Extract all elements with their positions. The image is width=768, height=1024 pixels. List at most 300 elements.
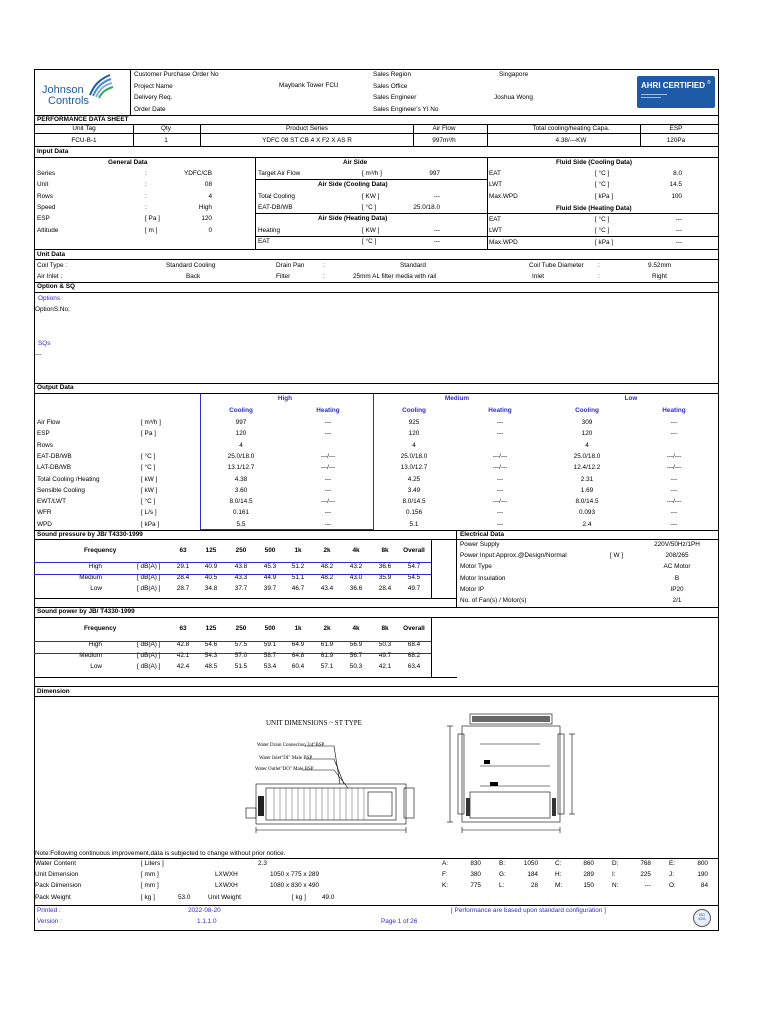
header-right-label: Sales Engineer	[373, 94, 417, 101]
blue-rule	[34, 562, 431, 563]
sound_power-cell: 42.8	[176, 641, 190, 648]
dim-unit: [ Liters ]	[141, 860, 164, 867]
sound_power-cell: 51.5	[234, 663, 248, 671]
sound_pressure-row-unit: [ dB(A) ]	[137, 563, 161, 570]
perf-value-cell: YDFC 08 ST CB 4 X F2 X AS R	[262, 137, 352, 144]
output-cell: 25.0/18.0	[573, 452, 601, 460]
fluid-heat-title: Fluid Side (Heating Data)	[556, 205, 632, 212]
air-inlet-value: Back	[186, 273, 201, 280]
sound_pressure-row-unit: [ dB(A) ]	[137, 585, 161, 593]
rule	[34, 383, 719, 384]
sound_pressure-row-label: Medium	[79, 574, 102, 582]
iso-seal	[693, 909, 711, 927]
sound_pressure-cell: 43.4	[320, 585, 334, 593]
general-label: Speed	[37, 203, 56, 211]
sqs-label: SQs	[38, 340, 51, 347]
output-cell: 5.1	[409, 520, 419, 528]
unit-plan-drawing	[244, 700, 444, 840]
dim-letter: L:	[499, 882, 505, 890]
rule	[255, 213, 487, 214]
rule	[431, 540, 432, 598]
air-unit: [ KW ]	[362, 226, 380, 234]
rule	[34, 696, 719, 697]
rule	[34, 292, 719, 293]
sound_pressure-cell: 43.8	[234, 563, 248, 570]
dim-letter-value: 84	[700, 882, 708, 890]
output-cell: 12.4/12.2	[573, 464, 601, 472]
sound_power-row-label: Medium	[79, 652, 102, 660]
dim-letter-value: 775	[470, 882, 481, 890]
rule	[34, 115, 719, 116]
blue-rule	[34, 653, 431, 654]
fluid-value: ---	[675, 216, 682, 223]
electrical-value: IP20	[670, 585, 684, 593]
perf-value-cell: 4.38/---KW	[555, 137, 587, 144]
rule	[34, 282, 719, 283]
output-cell: 5.5	[236, 520, 246, 528]
output-row-label: EAT-DB/WB	[37, 452, 72, 460]
sound_pressure-band-header: 63	[179, 547, 187, 554]
drain-pan-value: Standard	[400, 262, 426, 269]
sound-pressure-title: Sound pressure by JB/ T4330-1999	[37, 531, 143, 538]
callout-outlet: Water Outlet"DO" Male BSP	[255, 767, 314, 772]
coil-tube-colon: :	[598, 262, 600, 269]
output-cell: ---	[670, 486, 678, 494]
dim-extra-label: Unit Weight	[208, 893, 241, 901]
fluid-unit: [ °C ]	[595, 170, 610, 177]
rule	[34, 607, 719, 608]
output-cell: 309	[581, 419, 593, 426]
output-title: Output Data	[37, 384, 74, 391]
rule	[431, 618, 432, 677]
sound_power-cell: 42.1	[378, 663, 392, 671]
output-cell: 13.1/12.7	[227, 464, 255, 472]
output-row-label: EWT/LWT	[37, 498, 66, 506]
sound_power-band-header: 250	[235, 625, 247, 632]
johnson-controls-logo	[40, 83, 120, 111]
header-divider	[130, 70, 131, 115]
unit-data-title: Unit Data	[37, 251, 66, 258]
sound_power-cell: 59.1	[263, 641, 277, 648]
air-unit: [ °C ]	[362, 237, 377, 245]
rule	[34, 905, 719, 906]
air-value: ---	[433, 237, 440, 245]
output-row-unit: [ L/s ]	[141, 509, 157, 517]
sound_power-row-unit: [ dB(A) ]	[137, 663, 161, 671]
sound_pressure-cell: 28.4	[176, 574, 190, 582]
output-subheader: Heating	[662, 407, 686, 414]
general-label: Unit	[37, 181, 49, 189]
sound_pressure-cell: 35.9	[378, 574, 392, 582]
output-row-unit: [ Pa ]	[141, 430, 156, 438]
dim-letter: E:	[669, 860, 676, 867]
output-cell: 13.0/12.7	[400, 464, 428, 472]
output-row-unit: [ kW ]	[141, 475, 158, 483]
dim-letter-value: 150	[583, 882, 594, 890]
output-cell: ---	[670, 419, 678, 426]
output-row-unit: [ kPa ]	[141, 520, 160, 528]
output-row-unit: [ kW ]	[141, 486, 158, 494]
output-cell: 4	[239, 441, 243, 449]
ahri-registered-mark: ®	[707, 80, 711, 86]
output-cell: ---	[324, 475, 332, 483]
rule	[34, 686, 719, 687]
page-number: Page 1 of 26	[381, 918, 418, 925]
general-unit: :	[145, 170, 147, 177]
sound_power-band-header: 4k	[352, 625, 360, 632]
header-left-label: Project Name	[134, 82, 173, 90]
dim-lwh: LXWXH	[215, 871, 238, 879]
output-group-header: Medium	[444, 395, 470, 402]
sound_pressure-cell: 37.7	[234, 585, 248, 593]
electrical-label: No. of Fan(s) / Motor(s)	[460, 597, 527, 604]
sound_power-row-unit: [ dB(A) ]	[137, 641, 161, 648]
fluid-unit: [ kPa ]	[595, 238, 614, 246]
dim-letter: N:	[612, 882, 619, 890]
sound_pressure-row-label: Low	[90, 585, 102, 593]
general-label: ESP	[37, 215, 50, 223]
sound_pressure-row-label: High	[88, 563, 102, 570]
inlet-value: Right	[652, 273, 667, 280]
fluid-cool-title: Fluid Side (Cooling Data)	[556, 159, 632, 166]
header-right-label: Sales Office	[373, 82, 408, 90]
output-subheader: Cooling	[402, 407, 426, 414]
output-cell: ---	[496, 419, 504, 426]
air-side-subtitle: Air Side (Heating Data)	[318, 215, 388, 223]
dim-extra-unit: [ kg ]	[292, 893, 306, 901]
electrical-label: Motor Insulation	[460, 574, 506, 582]
input-title: Input Data	[37, 148, 69, 155]
air-inlet-label: Air Inlet :	[37, 273, 63, 280]
sound_pressure-cell: 49.7	[407, 585, 421, 593]
dim-letter: I:	[612, 871, 616, 879]
ahri-fineprint-line	[641, 94, 667, 95]
general-unit: :	[145, 192, 147, 200]
sound_power-cell: 61.9	[320, 641, 334, 648]
rule	[34, 539, 457, 540]
fluid-unit: [ °C ]	[595, 216, 610, 223]
electrical-value: 220V/50Hz/1PH	[654, 541, 700, 548]
fluid-value: 8.0	[673, 170, 682, 177]
sound_power-cell: 50.3	[378, 641, 392, 648]
sound_power-row-label: Low	[90, 663, 102, 671]
output-cell: ---	[324, 486, 332, 494]
header-left-label: Order Date	[134, 105, 166, 113]
perf-header-cell: Qty	[161, 125, 171, 132]
sound_pressure-row-unit: [ dB(A) ]	[137, 574, 161, 582]
fluid-unit: [ °C ]	[595, 227, 610, 235]
drain-pan-label: Drain Pan	[276, 262, 305, 269]
dim-extra-value: 49.0	[322, 893, 335, 901]
output-cell: 3.49	[407, 486, 421, 494]
dim-letter-value: 289	[583, 871, 594, 879]
perf-header-cell: Total cooling/heating Capa.	[532, 125, 610, 132]
perf-title: PERFORMANCE DATA SHEET	[37, 116, 129, 123]
coil-type-value: Standard Cooling	[166, 262, 216, 269]
sound_power-cell: 49.7	[378, 652, 392, 660]
sound_pressure-cell: 29.1	[176, 563, 190, 570]
output-row-unit: [ °C ]	[141, 464, 156, 472]
dimension-title: Dimension	[37, 688, 70, 695]
rule	[487, 236, 719, 237]
swirl-icon	[86, 73, 114, 99]
electrical-label: Motor Type	[460, 563, 492, 571]
printed-label: Printed :	[37, 907, 61, 914]
filter-label: Filter	[276, 273, 291, 280]
sound_pressure-band-header: Overall	[403, 547, 425, 554]
sales-region: Singapore	[499, 71, 529, 78]
output-cell: 120	[408, 430, 420, 438]
sound_pressure-cell: 48.2	[320, 563, 334, 570]
output-cell: ---/---	[492, 498, 508, 506]
dim-letter-value: 1050	[523, 860, 538, 867]
rule	[487, 213, 719, 214]
coil-tube-label: Coil Tube Diameter	[529, 262, 584, 269]
output-cell: 4.38	[234, 475, 248, 483]
air-label: Heating	[258, 226, 281, 234]
output-cell: ---	[496, 520, 504, 528]
sound_pressure-cell: 45.3	[263, 563, 277, 570]
sound_pressure-cell: 39.7	[263, 585, 277, 593]
output-cell: ---/---	[492, 464, 508, 472]
air-unit: [ °C ]	[362, 203, 377, 211]
dim-value: 2.3	[258, 860, 267, 867]
output-cell: 2.31	[580, 475, 594, 483]
dim-unit: [ kg ]	[141, 893, 155, 901]
sound_pressure-cell: 36.6	[378, 563, 392, 570]
general-unit: :	[145, 203, 147, 211]
dim-label: Water Content	[35, 860, 76, 867]
dim-letter-value: 800	[697, 860, 708, 867]
dim-letter-value: 380	[470, 871, 481, 879]
header-left-label: Delivery Req.	[134, 94, 173, 101]
dim-unit: [ mm ]	[141, 871, 159, 879]
sound_pressure-cell: 40.5	[204, 574, 218, 582]
project-name: Maybank Tower FCU	[279, 82, 339, 89]
general-label: Rows	[37, 192, 53, 200]
electrical-title: Electrical Data	[460, 531, 505, 538]
dim-label: Unit Dimension	[35, 871, 79, 879]
output-cell: ---	[324, 520, 332, 528]
general-unit: [ Pa ]	[145, 215, 160, 223]
output-cell: 0.161	[233, 509, 249, 517]
output-row-label: Sensible Cooling	[37, 486, 85, 494]
dim-letter: F:	[442, 871, 448, 879]
version-label: Version :	[37, 918, 62, 925]
general-value: High	[198, 203, 212, 211]
sound_pressure-cell: 54.7	[407, 563, 421, 570]
sound_power-cell: 60.4	[291, 663, 305, 671]
callout-drain: Water Drain Connection 3/4"BSP	[257, 743, 325, 748]
sound_power-cell: 53.4	[263, 663, 277, 671]
output-group-header: Low	[624, 395, 638, 402]
sound-power-title: Sound power by JB/ T4330-1999	[37, 608, 135, 615]
sound_power-cell: 56.7	[349, 652, 363, 660]
dim-letter-value: 28	[530, 882, 538, 890]
output-row-label: ESP	[37, 430, 50, 438]
sound_power-cell: 54.3	[204, 652, 218, 660]
fluid-value: ---	[675, 238, 682, 246]
rule	[34, 249, 719, 250]
output-cell: ---	[324, 509, 332, 517]
sound_power-cell: 57.5	[234, 641, 248, 648]
perf-value-cell: FCU-B-1	[71, 137, 97, 144]
sound_pressure-band-header: 4k	[352, 547, 360, 554]
rule	[34, 677, 457, 678]
sound_power-cell: 48.5	[204, 663, 218, 671]
sound_power-row-label: High	[88, 641, 102, 648]
sound_power-cell: 64.8	[291, 652, 305, 660]
rule	[34, 393, 719, 394]
version-value: 1.1.1.0	[197, 918, 217, 925]
sound_power-band-header: 63	[179, 625, 187, 632]
dim-value: 1050 x 775 x 289	[270, 871, 320, 879]
output-cell: 8.0/14.5	[229, 498, 253, 506]
output-cell: ---	[670, 520, 678, 528]
dim-letter: D:	[612, 860, 619, 867]
air-side-subtitle: Air Side (Cooling Data)	[318, 181, 388, 189]
output-cell: 1.69	[580, 486, 594, 494]
fluid-value: 100	[671, 192, 682, 200]
fluid-value: 14.5	[669, 181, 682, 189]
sound_pressure-cell: 34.8	[204, 585, 218, 593]
footer-note: [ Performance are based upon standard configuration ]	[451, 907, 606, 914]
ahri-badge-text: AHRI CERTIFIED	[641, 81, 705, 90]
output-cell: ---/---	[666, 452, 682, 460]
options-label: Options	[38, 295, 61, 302]
output-subheader: Cooling	[575, 407, 599, 414]
air-side-title: Air Side	[343, 159, 368, 166]
dim-letter: H:	[555, 871, 562, 879]
sound_power-cell: 68.2	[407, 652, 421, 660]
output-cell: 3.60	[234, 486, 248, 494]
dim-letter: G:	[499, 871, 506, 879]
output-cell: 4	[585, 441, 589, 449]
inlet-label: Inlet	[532, 273, 545, 280]
sound_power-freq-label: Frequency	[84, 625, 117, 632]
blue-rule	[200, 394, 201, 530]
output-cell: ---/---	[666, 498, 682, 506]
logo-line-2: Controls	[48, 95, 89, 107]
air-unit: [ m³/h ]	[362, 170, 382, 177]
electrical-label: Power Supply	[460, 541, 500, 548]
output-row-unit: [ m³/h ]	[141, 419, 161, 426]
general-label: Altitude	[37, 226, 59, 234]
dim-letter-value: 184	[527, 871, 538, 879]
sound_pressure-cell: 28.4	[378, 585, 392, 593]
output-group-header: High	[277, 395, 293, 402]
air-value: ---	[433, 226, 440, 234]
output-cell: ---	[496, 509, 504, 517]
ahri-fineprint-line	[641, 97, 661, 98]
fluid-label: LWT	[489, 181, 503, 189]
dim-letter: K:	[442, 882, 449, 890]
sound_pressure-cell: 36.6	[349, 585, 363, 593]
sound_power-cell: 57.1	[320, 663, 334, 671]
header-right-label: Sales Region	[373, 71, 412, 78]
output-cell: ---	[496, 430, 504, 438]
rule	[457, 539, 719, 540]
header-left-label: Customer Purchase Order No	[134, 71, 219, 78]
output-cell: 997	[235, 419, 247, 426]
output-row-label: Air Flow	[37, 419, 61, 426]
rule	[34, 259, 719, 260]
sound_power-band-header: 500	[264, 625, 276, 632]
general-unit: :	[145, 181, 147, 189]
dim-letter-value: 768	[640, 860, 651, 867]
sound_pressure-cell: 43.3	[234, 574, 248, 582]
output-cell: 25.0/18.0	[400, 452, 428, 460]
output-cell: 120	[235, 430, 247, 438]
general-data-title: General Data	[108, 159, 148, 166]
dim-letter: A:	[442, 860, 449, 867]
perf-value-cell: 997m³/h	[432, 137, 456, 144]
dim-letter: C:	[555, 860, 562, 867]
sound_power-band-header: 2k	[323, 625, 331, 632]
dim-letter: B:	[499, 860, 506, 867]
dim-value: 1080 x 830 x 490	[270, 882, 320, 890]
rule	[34, 157, 719, 158]
electrical-unit: [ W ]	[610, 552, 624, 560]
iso-seal-text: ISO 9001	[698, 913, 706, 921]
air-value: ---	[433, 192, 440, 200]
general-value: 0	[208, 226, 212, 234]
output-cell: 4.25	[407, 475, 421, 483]
dim-label: Pack Dimension	[35, 882, 82, 890]
sound_power-band-header: 8k	[381, 625, 389, 632]
dim-letter-value: 830	[470, 860, 481, 867]
sound_power-cell: 42.4	[176, 663, 190, 671]
output-cell: ---	[670, 430, 678, 438]
rule	[34, 617, 719, 618]
dim-letter-value: ---	[644, 882, 651, 890]
output-cell: 4	[412, 441, 416, 449]
rule	[34, 124, 719, 125]
sound_power-cell: 42.1	[176, 652, 190, 660]
output-cell: 0.156	[406, 509, 422, 517]
fluid-value: ---	[675, 227, 682, 235]
sound_power-cell: 54.6	[204, 641, 218, 648]
rule	[34, 133, 719, 134]
electrical-value: 208/265	[665, 552, 689, 560]
callout-inlet: Water Inlet"DI" Male BSP	[259, 756, 313, 761]
dim-lwh: LXWXH	[215, 882, 238, 890]
electrical-value: B	[674, 574, 680, 582]
sound_power-cell: 56.9	[349, 641, 363, 648]
output-cell: 2.4	[582, 520, 592, 528]
output-cell: 8.0/14.5	[402, 498, 426, 506]
coil-tube-value: 9.52mm	[648, 262, 672, 269]
sound_power-cell: 58.7	[263, 652, 277, 660]
sound_power-cell: 68.4	[407, 641, 421, 648]
sound_pressure-cell: 51.1	[291, 574, 305, 582]
electrical-value: 2/1	[672, 597, 682, 604]
output-cell: ---/---	[320, 498, 336, 506]
output-subheader: Heating	[488, 407, 512, 414]
sound_power-band-header: 125	[205, 625, 217, 632]
sound_pressure-band-header: 1k	[294, 547, 302, 554]
sound_pressure-cell: 54.5	[407, 574, 421, 582]
air-label: Total Cooling	[258, 192, 295, 200]
output-row-unit: [ °C ]	[141, 452, 156, 460]
sound_pressure-cell: 43.0	[349, 574, 363, 582]
output-cell: 0.093	[579, 509, 595, 517]
output-cell: 8.0/14.5	[575, 498, 599, 506]
air-value: 25.0/18.0	[413, 203, 440, 211]
options-title: Option & SQ	[37, 283, 75, 290]
output-row-label: Rows	[37, 441, 53, 449]
output-cell: ---	[670, 509, 678, 517]
